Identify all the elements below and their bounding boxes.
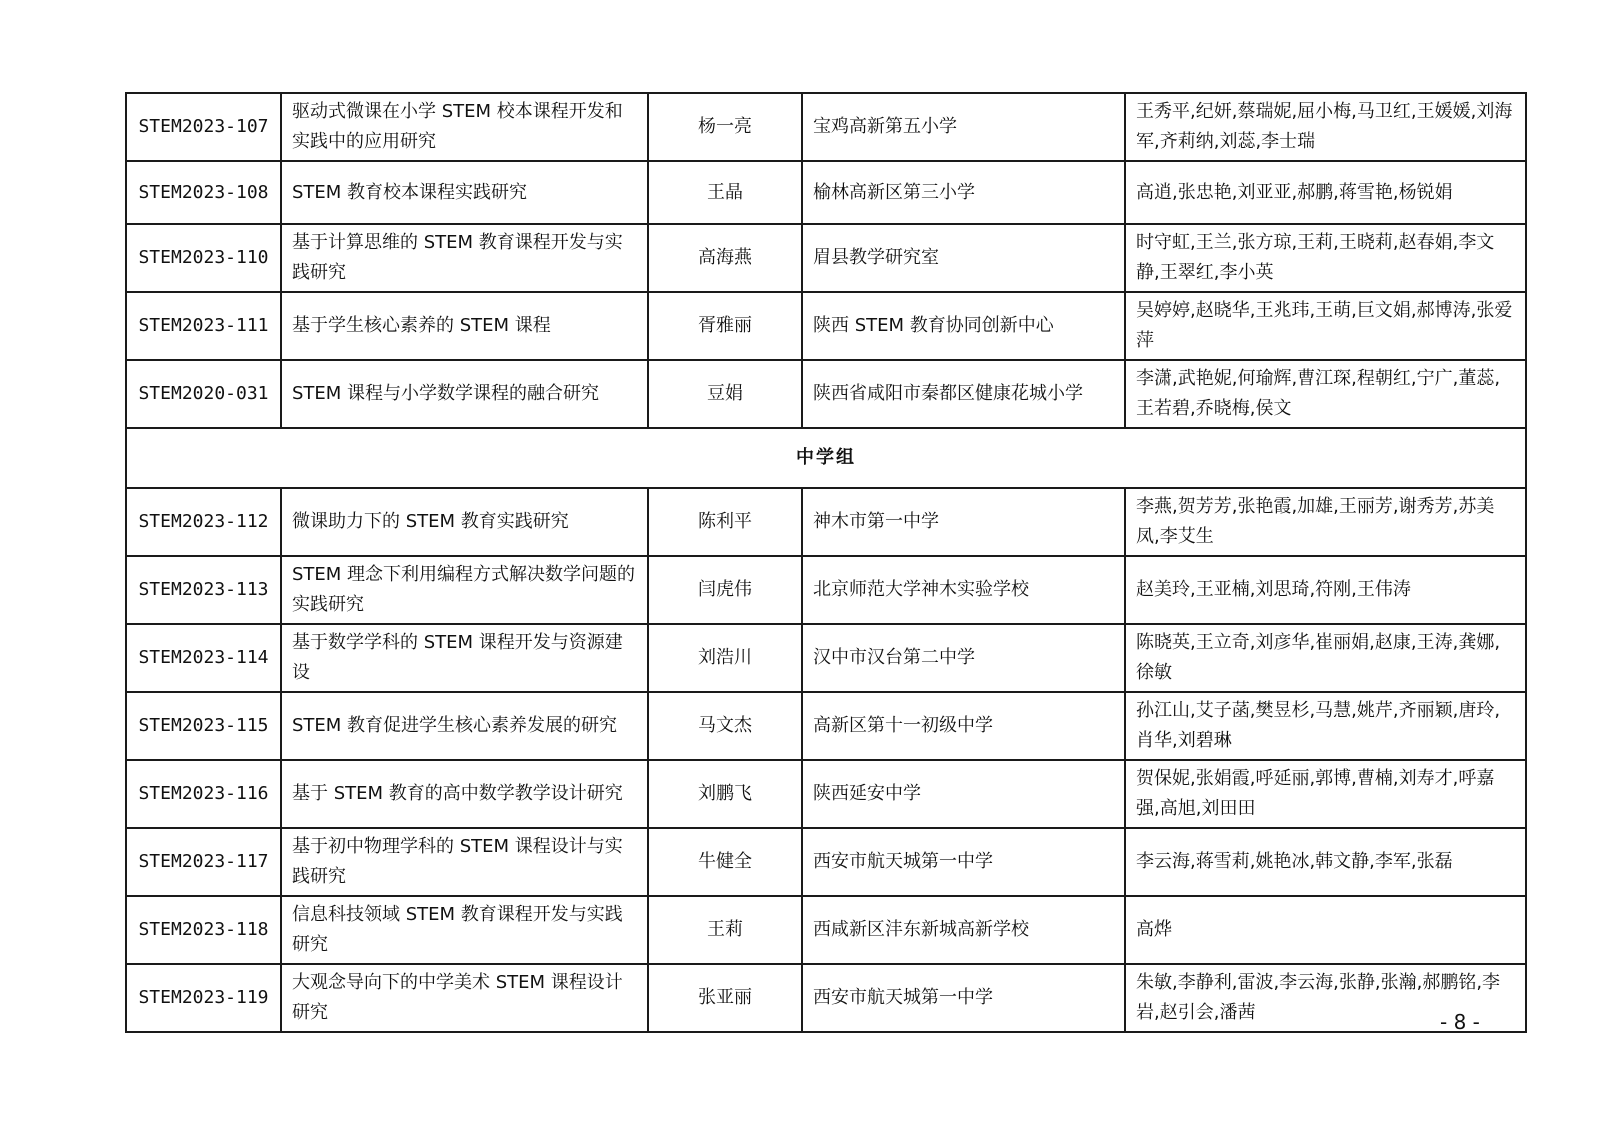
project-unit-cell: 神木市第一中学 <box>802 488 1125 556</box>
project-members-cell: 李燕,贺芳芳,张艳霞,加雄,王丽芳,谢秀芳,苏美凤,李艾生 <box>1125 488 1526 556</box>
project-title-cell: 基于数学学科的 STEM 课程开发与资源建设 <box>281 624 648 692</box>
project-leader-cell: 高海燕 <box>648 224 802 292</box>
project-title-cell: 基于计算思维的 STEM 教育课程开发与实践研究 <box>281 224 648 292</box>
project-title-cell: STEM 教育校本课程实践研究 <box>281 161 648 224</box>
project-unit-cell: 汉中市汉台第二中学 <box>802 624 1125 692</box>
project-members-cell: 李潇,武艳妮,何瑜辉,曹江琛,程朝红,宁广,董蕊,王若碧,乔晓梅,侯文 <box>1125 360 1526 428</box>
project-unit-cell: 榆林高新区第三小学 <box>802 161 1125 224</box>
table-row <box>126 828 1526 896</box>
project-leader-cell: 刘浩川 <box>648 624 802 692</box>
project-leader-cell: 杨一亮 <box>648 93 802 161</box>
project-leader-cell: 刘鹏飞 <box>648 760 802 828</box>
project-title-cell: 基于初中物理学科的 STEM 课程设计与实践研究 <box>281 828 648 896</box>
table-body <box>126 93 1526 1032</box>
project-title-cell: STEM 课程与小学数学课程的融合研究 <box>281 360 648 428</box>
group-title: 中学组 <box>126 428 1526 488</box>
group-header-row <box>126 428 1526 488</box>
project-id-cell: STEM2023-108 <box>126 161 281 224</box>
table-row <box>126 964 1526 1032</box>
project-unit-cell: 眉县教学研究室 <box>802 224 1125 292</box>
project-unit-cell: 宝鸡高新第五小学 <box>802 93 1125 161</box>
project-members-cell: 朱敏,李静利,雷波,李云海,张静,张瀚,郝鹏铭,李岩,赵引会,潘茜 <box>1125 964 1526 1032</box>
project-leader-cell: 豆娟 <box>648 360 802 428</box>
project-leader-cell: 陈利平 <box>648 488 802 556</box>
project-leader-cell: 王晶 <box>648 161 802 224</box>
project-id-cell: STEM2023-117 <box>126 828 281 896</box>
project-unit-cell: 陕西 STEM 教育协同创新中心 <box>802 292 1125 360</box>
project-members-cell: 吴婷婷,赵晓华,王兆玮,王萌,巨文娟,郝博涛,张爱萍 <box>1125 292 1526 360</box>
table-row <box>126 224 1526 292</box>
project-leader-cell: 闫虎伟 <box>648 556 802 624</box>
project-members-cell: 王秀平,纪妍,蔡瑞妮,屈小梅,马卫红,王媛媛,刘海军,齐莉纳,刘蕊,李士瑞 <box>1125 93 1526 161</box>
project-leader-cell: 牛健全 <box>648 828 802 896</box>
project-id-cell: STEM2020-031 <box>126 360 281 428</box>
table-row <box>126 896 1526 964</box>
project-title-cell: 微课助力下的 STEM 教育实践研究 <box>281 488 648 556</box>
project-id-cell: STEM2023-110 <box>126 224 281 292</box>
project-id-cell: STEM2023-112 <box>126 488 281 556</box>
table-row <box>126 556 1526 624</box>
project-title-cell: 驱动式微课在小学 STEM 校本课程开发和实践中的应用研究 <box>281 93 648 161</box>
project-title-cell: 基于 STEM 教育的高中数学教学设计研究 <box>281 760 648 828</box>
project-id-cell: STEM2023-119 <box>126 964 281 1032</box>
project-title-cell: 基于学生核心素养的 STEM 课程 <box>281 292 648 360</box>
project-members-cell: 李云海,蒋雪莉,姚艳冰,韩文静,李军,张磊 <box>1125 828 1526 896</box>
table-row <box>126 760 1526 828</box>
project-title-cell: 信息科技领域 STEM 教育课程开发与实践研究 <box>281 896 648 964</box>
project-title-cell: 大观念导向下的中学美术 STEM 课程设计研究 <box>281 964 648 1032</box>
table-row <box>126 692 1526 760</box>
table-row <box>126 488 1526 556</box>
project-id-cell: STEM2023-116 <box>126 760 281 828</box>
table-row <box>126 161 1526 224</box>
page-number: - 8 - <box>1440 1010 1480 1034</box>
project-id-cell: STEM2023-115 <box>126 692 281 760</box>
project-members-cell: 高烨 <box>1125 896 1526 964</box>
table-row <box>126 624 1526 692</box>
project-members-cell: 赵美玲,王亚楠,刘思琦,符刚,王伟涛 <box>1125 556 1526 624</box>
project-members-cell: 时守虹,王兰,张方琼,王莉,王晓莉,赵春娟,李文静,王翠红,李小英 <box>1125 224 1526 292</box>
project-leader-cell: 张亚丽 <box>648 964 802 1032</box>
project-unit-cell: 北京师范大学神木实验学校 <box>802 556 1125 624</box>
project-unit-cell: 陕西延安中学 <box>802 760 1125 828</box>
project-members-cell: 陈晓英,王立奇,刘彦华,崔丽娟,赵康,王涛,龚娜,徐敏 <box>1125 624 1526 692</box>
project-members-cell: 孙江山,艾子菡,樊昱杉,马慧,姚芹,齐丽颖,唐玲,肖华,刘碧琳 <box>1125 692 1526 760</box>
project-id-cell: STEM2023-107 <box>126 93 281 161</box>
project-members-cell: 高逍,张忠艳,刘亚亚,郝鹏,蒋雪艳,杨锐娟 <box>1125 161 1526 224</box>
project-unit-cell: 西安市航天城第一中学 <box>802 828 1125 896</box>
project-title-cell: STEM 教育促进学生核心素养发展的研究 <box>281 692 648 760</box>
table-row <box>126 93 1526 161</box>
project-members-cell: 贺保妮,张娟霞,呼延丽,郭博,曹楠,刘寿才,呼嘉强,高旭,刘田田 <box>1125 760 1526 828</box>
table-row <box>126 360 1526 428</box>
project-unit-cell: 西安市航天城第一中学 <box>802 964 1125 1032</box>
project-leader-cell: 胥雅丽 <box>648 292 802 360</box>
project-unit-cell: 陕西省咸阳市秦都区健康花城小学 <box>802 360 1125 428</box>
project-table <box>125 92 1527 1033</box>
project-unit-cell: 高新区第十一初级中学 <box>802 692 1125 760</box>
project-title-cell: STEM 理念下利用编程方式解决数学问题的实践研究 <box>281 556 648 624</box>
project-id-cell: STEM2023-114 <box>126 624 281 692</box>
project-leader-cell: 王莉 <box>648 896 802 964</box>
project-id-cell: STEM2023-118 <box>126 896 281 964</box>
project-unit-cell: 西咸新区沣东新城高新学校 <box>802 896 1125 964</box>
table-row <box>126 292 1526 360</box>
project-id-cell: STEM2023-111 <box>126 292 281 360</box>
project-leader-cell: 马文杰 <box>648 692 802 760</box>
project-id-cell: STEM2023-113 <box>126 556 281 624</box>
